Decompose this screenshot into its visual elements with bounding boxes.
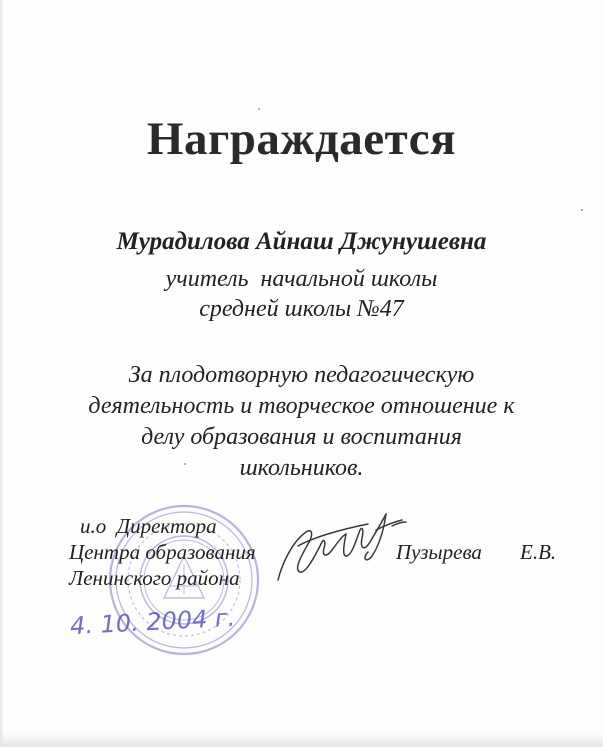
handwritten-date-text: 4. 10. 2004 г. [69,603,236,641]
signatory-role-line-1: и.о Директора [80,514,217,538]
recipient-position-line-2: средней школы №47 [199,296,404,322]
recipient-name: Мурадилова Айнаш Джунушевна [116,228,487,255]
reason-line-2: деятельность и творческое отношение к [88,393,515,419]
signatory-initials: Е.В. [520,540,557,564]
reason-line-4: школьников. [239,455,364,481]
scan-speck [581,209,583,211]
reason-line-3: делу образования и воспитания [141,424,462,450]
handwritten-signature-icon [272,500,412,592]
recipient-position-line-1: учитель начальной школы [165,266,438,292]
certificate-title: Награждается [146,113,457,165]
scan-bottom-shadow [0,733,603,747]
reason-line-1: За плодотворную педагогическую [128,362,475,388]
signatory-role-line-2: Центра образования [69,540,256,564]
signatory-surname: Пузырева [396,540,482,564]
handwritten-date [66,600,236,646]
scan-speck [258,108,260,110]
signatory-role-line-3: Ленинского района [69,566,240,590]
